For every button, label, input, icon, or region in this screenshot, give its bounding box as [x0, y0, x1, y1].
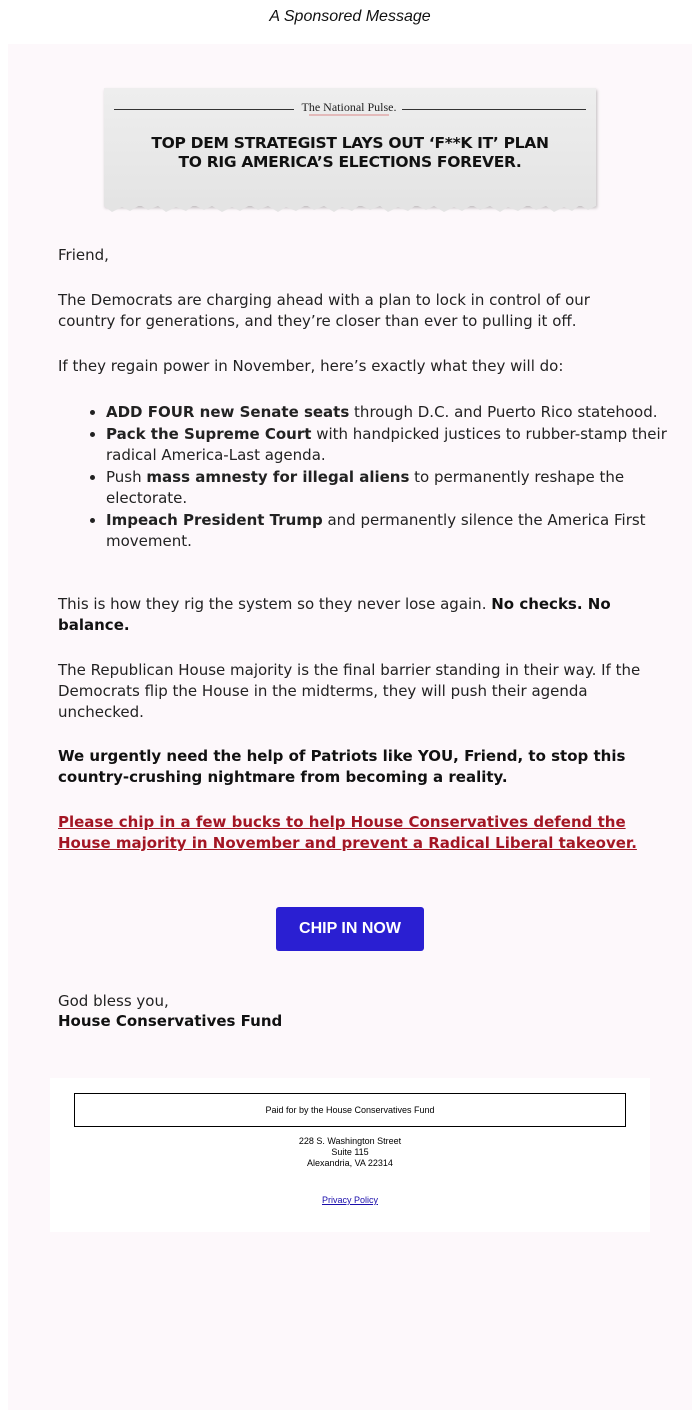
- footer: [50, 1078, 650, 1232]
- paragraph-rig-system: This is how they rig the system so they never lose again. No checks. No balance.: [58, 595, 611, 634]
- paragraph-house-majority: The Republican House majority is the final barrier standing in their way. If the Democrats flip the House in the midterms, they will push their agenda unchecked.: [58, 661, 641, 721]
- sponsored-message-title: A Sponsored Message: [269, 8, 431, 25]
- list-item: • ADD FOUR new Senate seats through D.C. and Puerto Rico statehood.: [106, 402, 700, 423]
- signature: House Conservatives Fund: [58, 1012, 283, 1030]
- paragraph-plan: If they regain power in November, here’s exactly what they will do:: [58, 357, 564, 375]
- list-item: • Push mass amnesty for illegal aliens to permanently reshape the electorate.: [106, 467, 700, 509]
- clipping-headline: TOP DEM STRATEGIST LAYS OUT ‘F**K IT’ PLAN TO RIG AMERICA’S ELECTIONS FOREVER.: [151, 134, 549, 171]
- paragraph-intro: The Democrats are charging ahead with a plan to lock in control of our country for generations, and they’re closer than ever to pulling it off.: [58, 291, 590, 330]
- list-item: • Impeach President Trump and permanently silence the America First movement.: [106, 510, 700, 552]
- paid-for-disclaimer: Paid for by the House Conservatives Fund: [74, 1093, 626, 1127]
- signoff: God bless you,: [58, 992, 169, 1010]
- news-clipping-image: [104, 88, 596, 214]
- list-item: • Pack the Supreme Court with handpicked justices to rubber-stamp their radical America-Last agenda.: [106, 424, 700, 466]
- privacy-policy-link[interactable]: Privacy Policy: [321, 1195, 378, 1205]
- mailing-address: 228 S. Washington Street Suite 115 Alexandria, VA 22314: [298, 1136, 402, 1168]
- greeting: Friend,: [58, 246, 109, 264]
- paragraph-urgent: We urgently need the help of Patriots like YOU, Friend, to stop this country-crushing nightmare from becoming a reality.: [58, 747, 626, 786]
- torn-edge: [104, 198, 596, 214]
- chip-in-now-button[interactable]: CHIP IN NOW: [276, 907, 424, 951]
- clipping-masthead: The National Pulse.: [301, 100, 397, 114]
- plan-bullet-list: [58, 402, 700, 553]
- donate-text-link[interactable]: Please chip in a few bucks to help House Conservatives defend the House majority in November and prevent a Radical Liberal takeover.: [58, 813, 637, 852]
